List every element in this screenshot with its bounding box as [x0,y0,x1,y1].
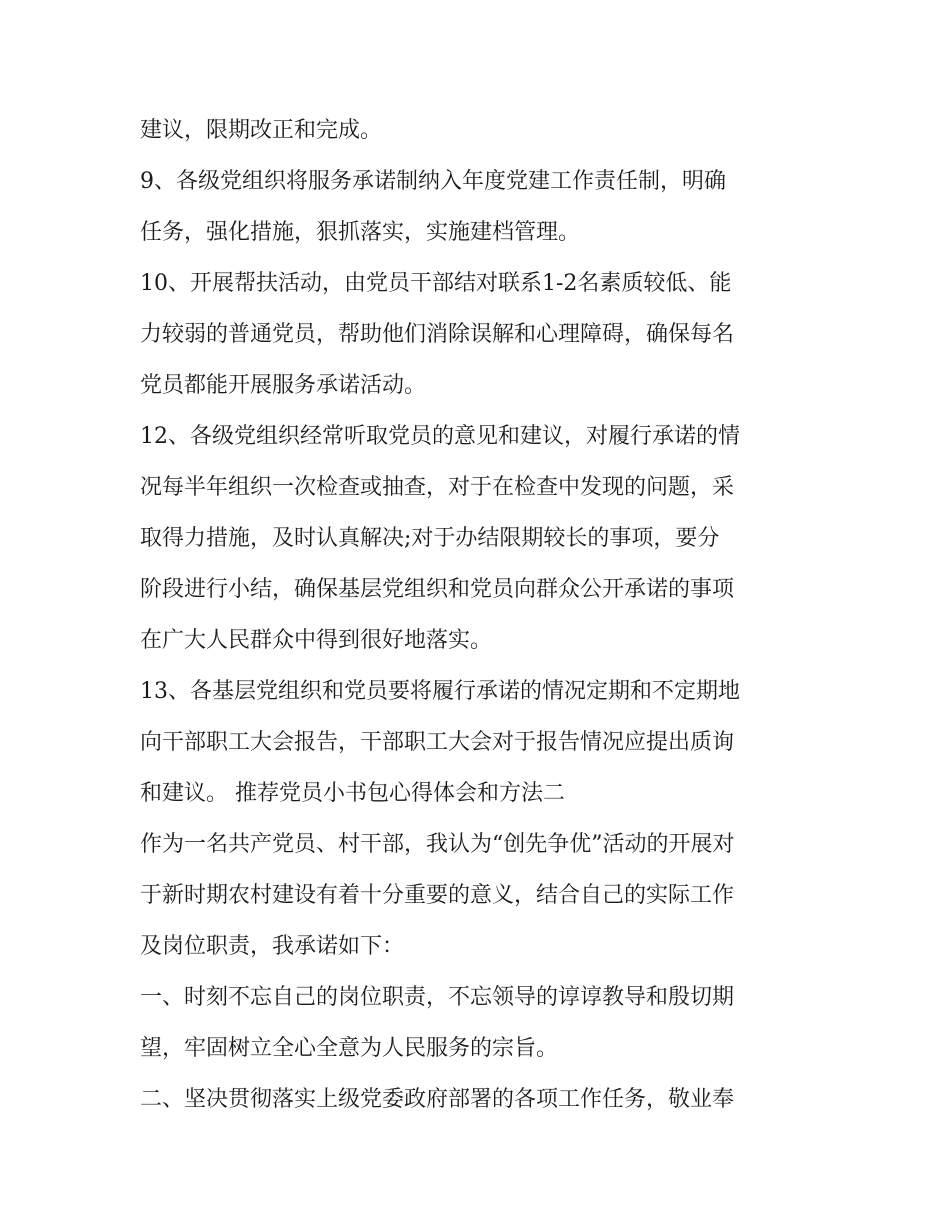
text-line-9: 取得力措施，及时认真解决;对于办结限期较长的事项，要分 [140,526,720,551]
text-line-3: 任务，强化措施，狠抓落实，实施建档管理。 [140,220,581,245]
text-line-8: 况每半年组织一次检查或抽查，对于在检查中发现的问题，采 [140,475,735,500]
text-line-15: 作为一名共产党员、村干部，我认为“创先争优”活动的开展对 [140,832,735,857]
text-line-2: 9、各级党组织将服务承诺制纳入年度党建工作责任制，明确 [140,169,726,194]
text-line-13: 向干部职工大会报告，干部职工大会对于报告情况应提出质询 [140,730,735,755]
text-line-1: 建议，限期改正和完成。 [140,118,383,143]
text-line-16: 于新时期农村建设有着十分重要的意义，结合自己的实际工作 [140,883,735,908]
text-line-12: 13、各基层党组织和党员要将履行承诺的情况定期和不定期地 [140,679,740,704]
text-line-10: 阶段进行小结，确保基层党组织和党员向群众公开承诺的事项 [140,577,735,602]
document-body [140,105,820,1125]
text-line-7: 12、各级党组织经常听取党员的意见和建议，对履行承诺的情 [140,424,740,449]
text-line-4: 10、开展帮扶活动，由党员干部结对联系1-2名素质较低、能 [140,271,732,296]
text-line-11: 在广大人民群众中得到很好地落实。 [140,628,493,653]
text-line-19: 望，牢固树立全心全意为人民服务的宗旨。 [140,1036,559,1061]
text-line-18: 一、时刻不忘自己的岗位职责，不忘领导的谆谆教导和殷切期 [140,985,735,1010]
text-line-14: 和建议。 推荐党员小书包心得体会和方法二 [140,781,565,806]
text-line-5: 力较弱的普通党员，帮助他们消除误解和心理障碍，确保每名 [140,322,735,347]
text-line-20: 二、坚决贯彻落实上级党委政府部署的各项工作任务，敬业奉 [140,1087,735,1112]
text-line-6: 党员都能开展服务承诺活动。 [140,373,427,398]
text-line-17: 及岗位职责，我承诺如下： [140,934,405,959]
